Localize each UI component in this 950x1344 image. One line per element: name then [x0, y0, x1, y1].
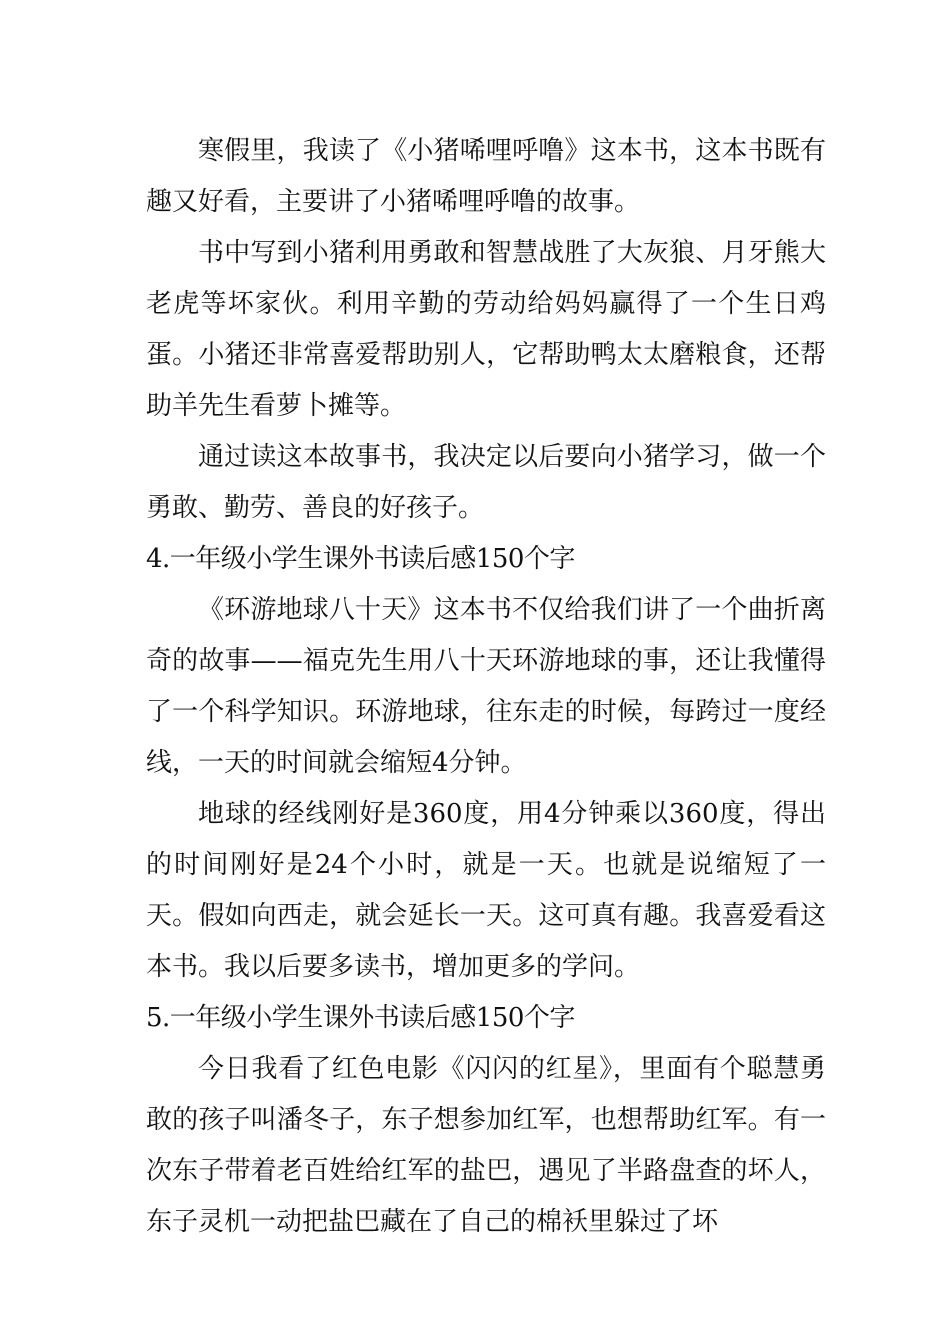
- paragraph-reading-pig-intro: 寒假里，我读了《小猪唏哩呼噜》这本书，这本书既有趣又好看，主要讲了小猪唏哩呼噜的故事。: [146, 136, 826, 217]
- paragraph-reading-pig-story: 书中写到小猪利用勇敢和智慧战胜了大灰狼、月牙熊大老虎等坏家伙。利用辛勤的劳动给妈妈赢得了一个生日鸡蛋。小猪还非常喜爱帮助别人，它帮助鸭太太磨粮食，还帮助羊先生看萝卜摊等。: [146, 238, 826, 421]
- section-heading-4: 4.一年级小学生课外书读后感150个字: [146, 544, 575, 574]
- document-body: [146, 126, 826, 1248]
- paragraph-eighty-days-intro: 《环游地球八十天》这本书不仅给我们讲了一个曲折离奇的故事——福克先生用八十天环游地球的事，还让我懂得了一个科学知识。环游地球，往东走的时候，每跨过一度经线，一天的时间就会缩短4分钟。: [146, 595, 826, 778]
- paragraph-eighty-days-calc: 地球的经线刚好是360度，用4分钟乘以360度，得出的时间刚好是24个小时，就是一天。也就是说缩短了一天。假如向西走，就会延长一天。这可真有趣。我喜爱看这本书。我以后要多读书，增加更多的学问。: [146, 799, 826, 982]
- paragraph-red-star: 今日我看了红色电影《闪闪的红星》，里面有个聪慧勇敢的孩子叫潘冬子，东子想参加红军，也想帮助红军。有一次东子带着老百姓给红军的盐巴，遇见了半路盘查的坏人，东子灵机一动把盐巴藏在了自己的棉袄里躲过了坏: [146, 1054, 826, 1237]
- section-heading-5: 5.一年级小学生课外书读后感150个字: [146, 1003, 575, 1033]
- paragraph-reading-pig-conclusion: 通过读这本故事书，我决定以后要向小猪学习，做一个勇敢、勤劳、善良的好孩子。: [146, 442, 826, 523]
